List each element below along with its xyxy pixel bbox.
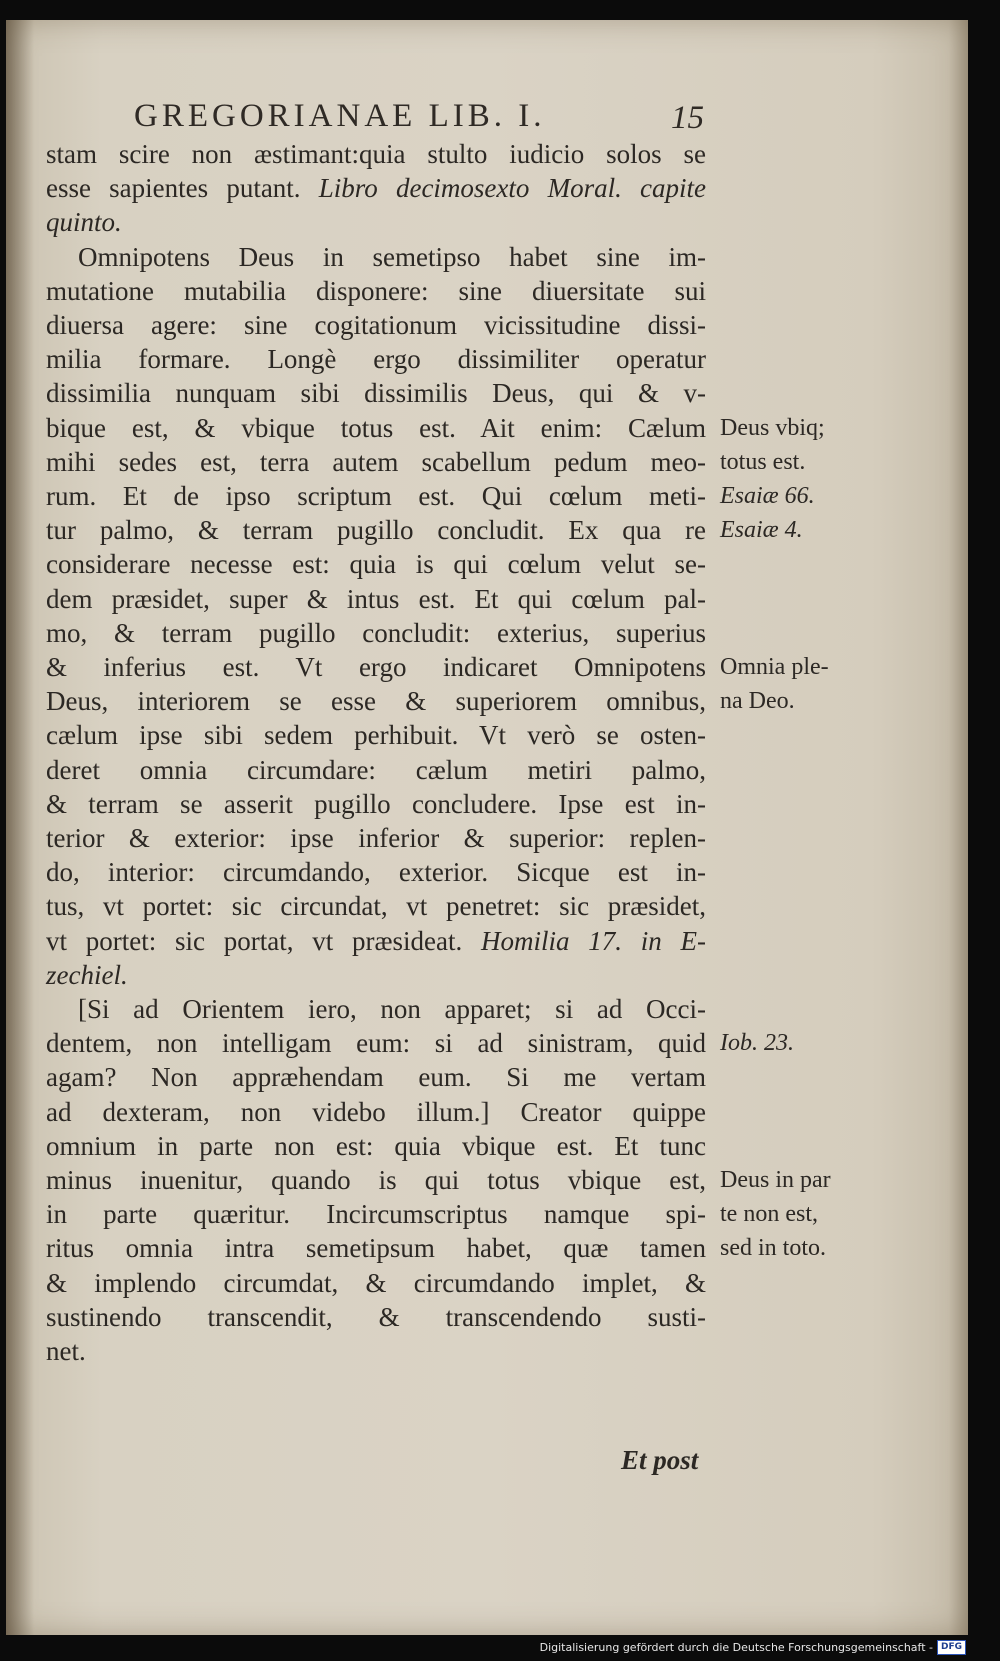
text-line-roman: tus, vt portet: sic circundat, vt penetret: sic præsidet, [46, 891, 706, 922]
text-line [46, 959, 706, 991]
margin-note: Esaiæ 4. [720, 517, 803, 544]
text-line-roman: considerare necesse est: quia is qui cœlum velut se- [46, 549, 706, 580]
margin-note: te non est, [720, 1201, 818, 1228]
text-line [46, 138, 706, 170]
text-line-roman: dentem, non intelligam eum: si ad sinistram, quid [46, 1028, 706, 1059]
text-line [46, 856, 706, 888]
text-line [46, 788, 706, 820]
text-line [46, 480, 706, 512]
text-line-roman: tur palmo, & terram pugillo concludit. Ex qua re [46, 515, 706, 546]
text-line [46, 685, 706, 717]
text-line-citation: quinto. [46, 207, 122, 238]
margin-note: Iob. 23. [720, 1030, 794, 1057]
text-line [46, 309, 706, 341]
text-line [46, 890, 706, 922]
margin-note: sed in toto. [720, 1235, 826, 1262]
text-line [46, 1061, 706, 1093]
text-line [46, 514, 706, 546]
text-line-roman: esse sapientes putant. [46, 173, 319, 204]
text-line [46, 754, 706, 786]
text-line [46, 343, 706, 375]
text-line [78, 241, 706, 273]
text-line [46, 206, 706, 238]
text-line-roman: omnium in parte non est: quia vbique est. Et tunc [46, 1130, 706, 1161]
text-line-roman: in parte quæritur. Incircumscriptus namque spi- [46, 1199, 706, 1230]
text-line [46, 583, 706, 615]
text-line [46, 1027, 706, 1059]
text-line-roman: Omnipotens Deus in semetipso habet sine im- [78, 241, 706, 272]
margin-note: Omnia ple- [720, 654, 829, 680]
text-line [46, 617, 706, 649]
text-line-roman: rum. Et de ipso scriptum est. Qui cœlum meti- [46, 481, 706, 511]
text-line [46, 1267, 706, 1299]
text-line [46, 1335, 706, 1367]
text-line [46, 651, 706, 683]
text-line [46, 548, 706, 580]
text-line-roman: agam? Non appræhendam eum. Si me vertam [46, 1062, 706, 1093]
page-gutter-shadow [6, 20, 34, 1635]
text-line [46, 446, 706, 478]
text-line-roman: minus inuenitur, quando is qui totus vbique est, [46, 1165, 706, 1195]
text-line-roman: mutatione mutabilia disponere: sine diuersitate sui [46, 275, 706, 306]
text-line-roman: cælum ipse sibi sedem perhibuit. Vt verò se osten- [46, 720, 706, 751]
text-line-roman: bique est, & vbique totus est. Ait enim: Cælum [46, 412, 706, 443]
margin-note: Deus vbiq; [720, 414, 825, 441]
text-line-roman: dissimilia nunquam sibi dissimilis Deus, qui & v- [46, 378, 706, 409]
digitization-credit [540, 1640, 966, 1655]
margin-note: Deus in par [720, 1167, 831, 1193]
text-line [46, 412, 706, 444]
dfg-logo: DFG [937, 1640, 966, 1655]
text-line [46, 925, 706, 957]
text-line [46, 1164, 706, 1196]
catchword: Et post [621, 1445, 699, 1475]
text-line [46, 377, 706, 409]
text-line [46, 172, 706, 204]
page-number: 15 [671, 100, 704, 136]
text-line-roman: stam scire non æstimant:quia stulto iudicio solos se [46, 139, 706, 169]
text-line-roman: terior & exterior: ipse inferior & superior: replen- [46, 823, 706, 853]
text-line [46, 719, 706, 751]
running-head: GREGORIANAE LIB. I. [134, 98, 546, 134]
text-line [78, 993, 706, 1025]
text-line-roman: & inferius est. Vt ergo indicaret Omnipotens [46, 652, 706, 682]
text-line-roman: Deus, interiorem se esse & superiorem omnibus, [46, 686, 706, 717]
text-line [46, 1301, 706, 1333]
margin-note: totus est. [720, 448, 806, 475]
text-line-roman: & terram se asserit pugillo concludere. Ipse est in- [46, 788, 706, 819]
text-line-roman: net. [46, 1336, 86, 1366]
text-line [46, 1130, 706, 1162]
text-line [46, 1096, 706, 1128]
text-line-roman: mo, & terram pugillo concludit: exterius, superius [46, 617, 706, 648]
text-line [46, 1198, 706, 1230]
credit-text: Digitalisierung gefördert durch die Deutsche Forschungsgemeinschaft - [539, 1641, 933, 1654]
text-line-roman: mihi sedes est, terra autem scabellum pedum meo- [46, 446, 706, 477]
text-line-roman: & implendo circumdat, & circumdando implet, & [46, 1267, 706, 1298]
margin-note: Esaiæ 66. [720, 483, 815, 509]
text-line-roman: vt portet: sic portat, vt præsideat. [46, 925, 481, 956]
text-line-roman: dem præsidet, super & intus est. Et qui cœlum pal- [46, 583, 706, 614]
text-line-roman: ritus omnia intra semetipsum habet, quæ tamen [46, 1233, 706, 1264]
text-line-citation: Homilia 17. in E- [480, 925, 706, 956]
text-line-roman: diuersa agere: sine cogitationum vicissitudine dissi- [46, 310, 706, 340]
text-line-roman: [Si ad Orientem iero, non apparet; si ad Occi- [78, 994, 706, 1024]
text-line-roman: sustinendo transcendit, & transcendendo susti- [46, 1301, 706, 1332]
text-line [46, 822, 706, 854]
text-line-roman: milia formare. Longè ergo dissimiliter operatur [46, 344, 706, 375]
text-line-roman: do, interior: circumdando, exterior. Sicque est in- [46, 857, 706, 888]
text-line-roman: ad dexteram, non videbo illum.] Creator quippe [46, 1096, 706, 1127]
margin-note: na Deo. [720, 688, 795, 715]
text-line [46, 1232, 706, 1264]
text-line-citation: Libro decimosexto Moral. capite [318, 173, 706, 204]
text-line-roman: deret omnia circumdare: cælum metiri palmo, [46, 754, 706, 785]
book-page [6, 20, 968, 1635]
text-line [46, 275, 706, 307]
text-line-citation: zechiel. [46, 959, 128, 990]
